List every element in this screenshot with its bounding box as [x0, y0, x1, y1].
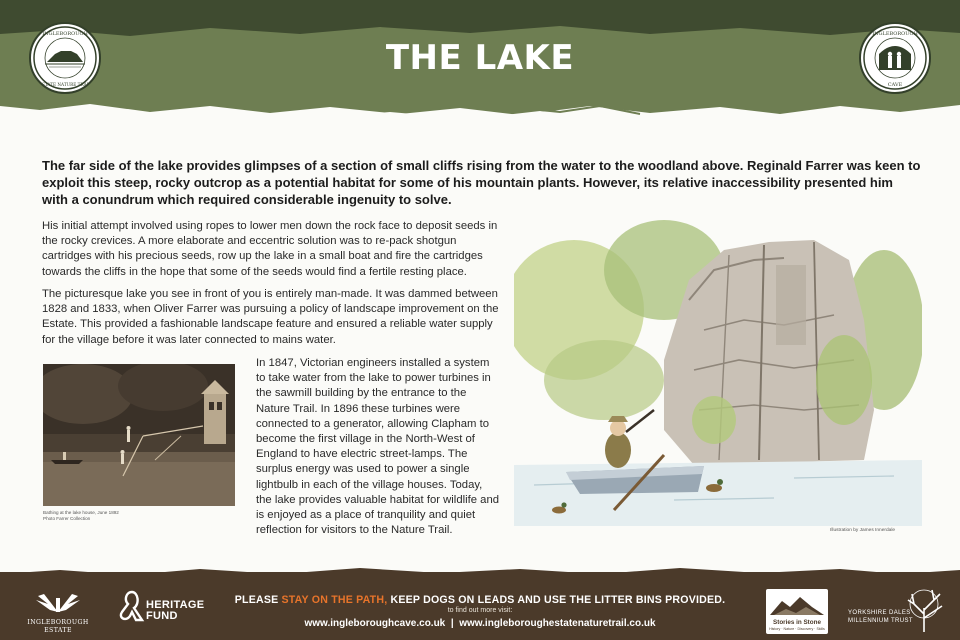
heritage-line1: HERITAGE [146, 599, 205, 611]
paragraph-lake-history: The picturesque lake you see in front of you is entirely man-made. It was dammed between 1828 and 1833, when Oliver Farrer was pursuing a policy of landscape improvement on the Estate. This provided a fashionable landscape feature and ensured a reliable water supply for the village before it was later connected to mains water. [42, 288, 499, 346]
page-title: THE LAKE [385, 38, 575, 78]
bathing-photo-image [43, 364, 235, 506]
svg-text:INGLEBOROUGH: INGLEBOROUGH [42, 31, 88, 37]
yorkshire-dales-line1: YORKSHIRE DALES [848, 610, 911, 616]
cave-url-link[interactable]: www.ingleboroughcave.co.uk [304, 618, 446, 629]
photo-caption [43, 510, 233, 522]
intro-paragraph: The far side of the lake provides glimpses of a section of small cliffs rising from the water to the woodland above. Reginald Farrer was keen to exploit this steep, rocky outcrop as a potential habitat for some of his mountain plants. However, its relative inaccessibility presented him with a conundrum which required considerable ingenuity to solve. [42, 158, 921, 207]
stories-in-stone-sub: History · Nature · Discovery · Skills [769, 627, 825, 631]
svg-text:CAVE: CAVE [887, 82, 903, 88]
notice-rest: KEEP DOGS ON LEADS AND USE THE LITTER BINS PROVIDED. [390, 594, 726, 606]
find-out-more: to find out more visit: [447, 607, 513, 614]
photo-caption-line2: Photo Farrer Collection [43, 516, 91, 521]
hill-icon [31, 24, 99, 92]
boat-cliff-image [514, 210, 922, 526]
tree-icon [904, 588, 944, 632]
svg-text:ESTATE NATURE TRAIL: ESTATE NATURE TRAIL [38, 82, 92, 87]
cliff-illustration [514, 210, 922, 526]
stories-in-stone-label: Stories in Stone [773, 619, 821, 626]
nature-trail-url-link[interactable]: www.ingleboroughestatenaturetrail.co.uk [459, 618, 656, 629]
svg-text:INGLEBOROUGH: INGLEBOROUGH [872, 31, 918, 37]
notice-highlight: STAY ON THE PATH, [281, 594, 388, 606]
landscape-icon [766, 591, 828, 619]
cave-badge [859, 22, 931, 94]
paragraph-turbines: In 1847, Victorian engineers installed a system to take water from the lake to power turbines in the sawmill building by the entrance to the Nature Trail. In 1896 these turbines were connected to a generator, allowing Clapham to become the first village in the North-West of England to have electric street-lamps. The surplus energy was used to power a single lightbulb in each of the village houses. Today, the lake provides valuable habitat for wildlife and is enjoyed as a place of tranquility and quiet reflection for visitors to the Nature Trail. [256, 357, 500, 537]
url-separator: | [450, 618, 454, 629]
cave-figures-icon [861, 24, 929, 92]
photo-caption-line1: Bathing at the lake house, June 1892 [43, 510, 119, 515]
stories-in-stone-logo [766, 589, 828, 634]
notice-prefix: PLEASE [234, 594, 279, 606]
heritage-line2: FUND [146, 610, 178, 622]
paragraph-seeds: His initial attempt involved using ropes to lower men down the rock face to deposit seeds in the rocky crevices. A more elaborate and eccentric solution was to re-pack shotgun cartridges with his precious seeds, row up the lake in a small boat and fire the cartridges towards the cliffs in the hope that some of the seeds would find a fertile resting place. [42, 220, 498, 278]
illustration-credit: Illustration by James Innerdale [830, 528, 896, 533]
footer-edge [0, 566, 960, 576]
header-banner [0, 0, 960, 122]
nature-trail-badge [29, 22, 101, 94]
historic-photo [43, 364, 235, 506]
yorkshire-dales-line2: MILLENNIUM TRUST [848, 617, 913, 624]
ingleborough-estate-label: INGLEBOROUGH ESTATE [27, 619, 89, 634]
